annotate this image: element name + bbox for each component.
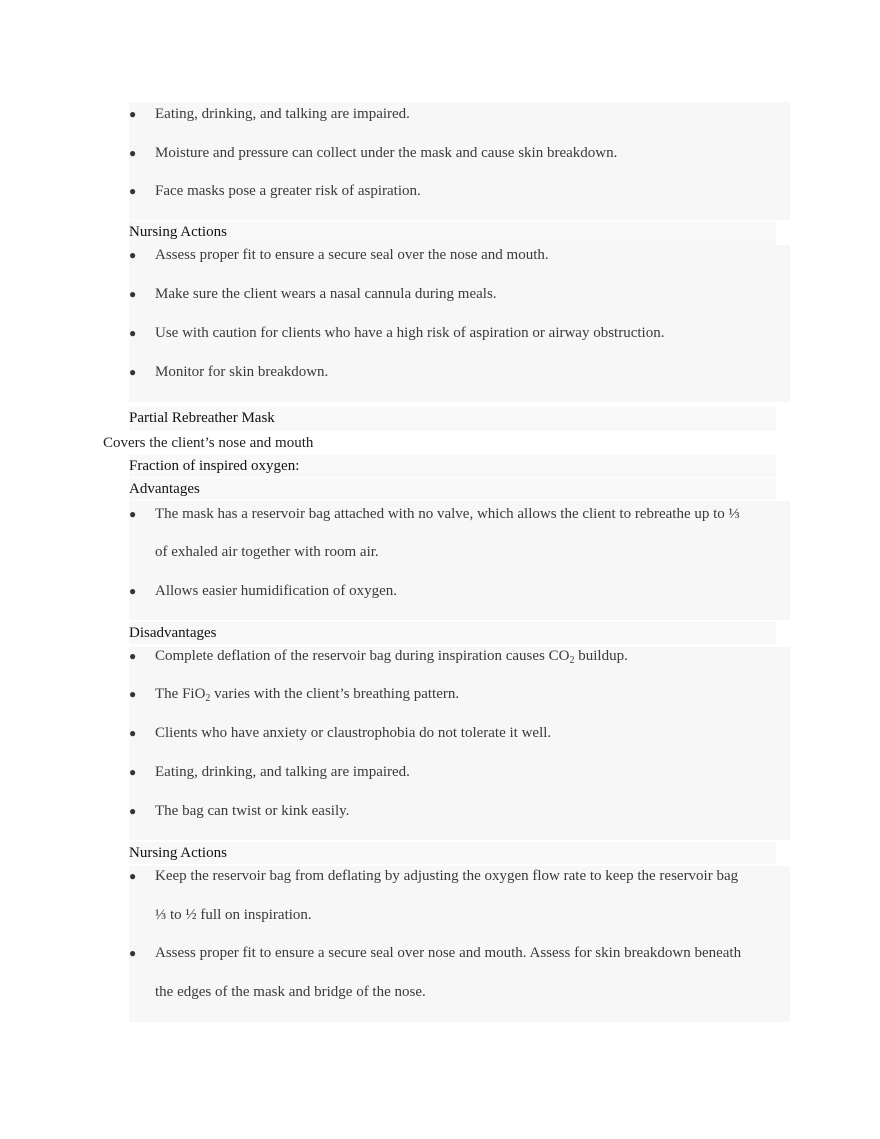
bullet-dot: ● <box>129 107 137 121</box>
covers-text: Covers the client’s nose and mouth <box>103 435 314 451</box>
bullet-dot: ● <box>129 649 137 663</box>
bullet-dot: ● <box>129 765 137 779</box>
section-heading-partial-rebreather: Partial Rebreather Mask <box>129 407 776 431</box>
section-heading-nursing-actions-2: Nursing Actions <box>129 842 776 864</box>
bullet-dot: ● <box>129 726 137 740</box>
bullet-list-nursing-actions: ● Assess proper fit to ensure a secure seal over the nose and mouth. ● Make sure the client wears a nasal cannula during meals. ● Use with caution for clients who have a high risk of aspiration or airway obstruction. ● Monitor for skin breakdown. <box>129 245 790 402</box>
bullet-list-nursing-actions-2: ● Keep the reservoir bag from deflating by adjusting the oxygen flow rate to keep the reservoir bag ⅓ to ½ full on inspiration. ● Assess proper fit to ensure a secure seal over nose and mouth. Assess for skin breakdown beneath the edges of the mask and bridge of the nose. <box>129 866 790 1022</box>
bullet-dot: ● <box>129 687 137 701</box>
bullet-dot: ● <box>129 287 137 301</box>
bullet-dot: ● <box>129 248 137 262</box>
bullet-list-mask-disadvantages: ● Eating, drinking, and talking are impaired. ● Moisture and pressure can collect under the mask and cause skin breakdown. ● Face masks pose a greater risk of aspiration. <box>129 102 790 220</box>
bullet-dot: ● <box>129 507 137 521</box>
fio2-text: Fraction of inspired oxygen: <box>129 455 776 477</box>
bullet-list-advantages: ● The mask has a reservoir bag attached with no valve, which allows the client to rebreathe up to ⅓ of exhaled air together with room air. ● Allows easier humidification of oxygen. <box>129 501 790 620</box>
bullet-dot: ● <box>129 365 137 379</box>
section-heading-advantages: Advantages <box>129 478 776 500</box>
bullet-dot: ● <box>129 946 137 960</box>
bullet-dot: ● <box>129 326 137 340</box>
bullet-dot: ● <box>129 184 137 198</box>
section-heading-nursing-actions: Nursing Actions <box>129 221 776 245</box>
bullet-list-disadvantages: ● Complete deflation of the reservoir bag during inspiration causes $CO_2$ buildup. ● The FiO$_2$ varies with the client’s breathing pattern. ● Clients who have anxiety or claustrophobia do not tolerate it well. ● Eating, drinking, and talking are impaired. ● The bag can twist or kink easily. <box>129 647 790 840</box>
section-heading-disadvantages: Disadvantages <box>129 622 776 644</box>
bullet-dot: ● <box>129 146 137 160</box>
bullet-dot: ● <box>129 869 137 883</box>
bullet-dot: ● <box>129 804 137 818</box>
bullet-dot: ● <box>129 584 137 598</box>
